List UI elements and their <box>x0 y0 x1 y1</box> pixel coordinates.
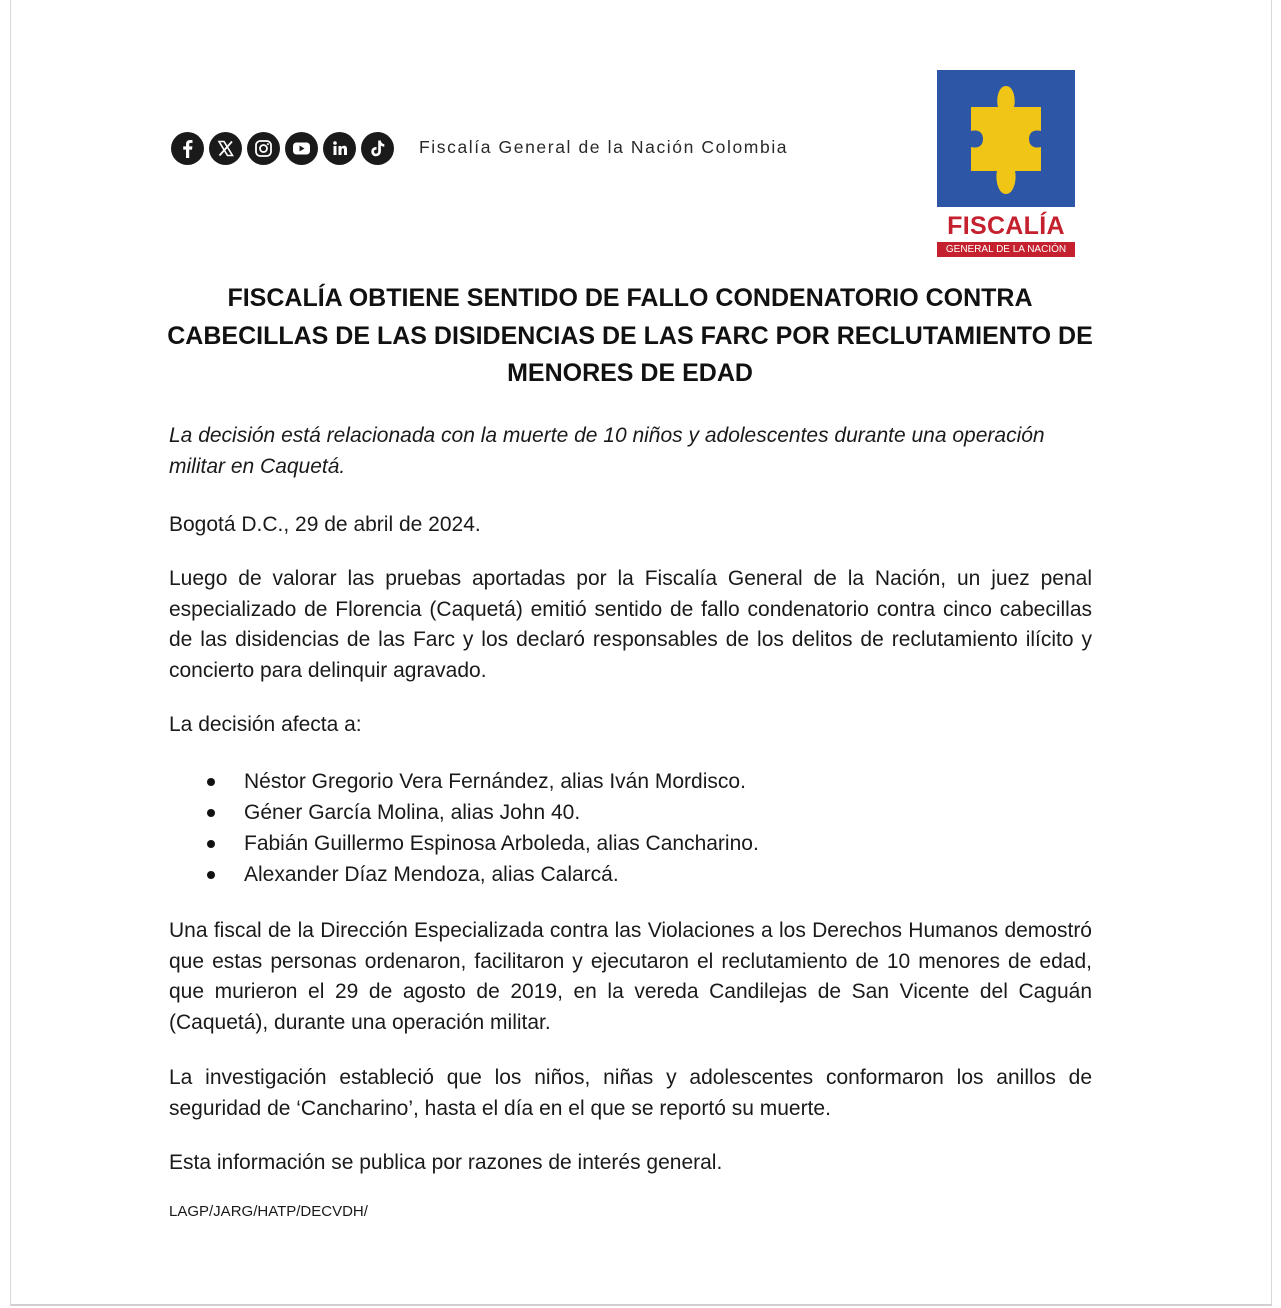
bullet-icon <box>207 809 215 817</box>
list-item-text: Géner García Molina, alias John 40. <box>244 801 581 824</box>
list-item <box>169 859 1092 890</box>
logo-puzzle-square <box>937 70 1075 207</box>
accused-list <box>169 766 1092 890</box>
bullet-icon <box>207 778 215 786</box>
headline: FISCALÍA OBTIENE SENTIDO DE FALLO CONDENATORIO CONTRA CABECILLAS DE LAS DISIDENCIAS DE LAS FARC POR RECLUTAMIENTO DE MENORES DE EDAD <box>167 284 1093 387</box>
bullet-icon <box>207 871 215 879</box>
list-item-text: Fabián Guillermo Espinosa Arboleda, alias Cancharino. <box>244 832 759 855</box>
fiscalia-logo <box>937 70 1075 257</box>
logo-subtitle-band: GENERAL DE LA NACIÓN <box>937 242 1075 257</box>
paragraph-2: Una fiscal de la Dirección Especializada contra las Violaciones a los Derechos Humanos demostró que estas personas ordenaron, facilitaron y ejecutaron el reclutamiento de 10 menores de edad, que murieron el 29 de agosto de 2019, en la vereda Candilejas de San Vicente del Caguán (Caquetá), durante una operación militar. <box>169 919 1092 1034</box>
instagram-icon[interactable] <box>247 132 280 165</box>
list-item-text: Néstor Gregorio Vera Fernández, alias Iván Mordisco. <box>244 770 746 793</box>
organization-name: Fiscalía General de la Nación Colombia <box>419 137 789 157</box>
bullet-icon <box>207 840 215 848</box>
facebook-icon[interactable] <box>171 132 204 165</box>
subtitle: La decisión está relacionada con la muerte de 10 niños y adolescentes durante una operación militar en Caquetá. <box>169 424 1045 478</box>
list-intro: La decisión afecta a: <box>169 713 362 736</box>
social-media-bar <box>171 131 399 165</box>
logo-wordmark: FISCALÍA <box>947 212 1065 240</box>
list-item-text: Alexander Díaz Mendoza, alias Calarcá. <box>244 863 619 886</box>
paragraph-3: La investigación estableció que los niños, niñas y adolescentes conformaron los anillos de seguridad de ‘Cancharino’, hasta el día en el que se reportó su muerte. <box>169 1066 1092 1120</box>
x-icon[interactable] <box>209 132 242 165</box>
list-item <box>169 766 1092 797</box>
puzzle-piece-icon <box>937 70 1075 207</box>
paragraph-1: Luego de valorar las pruebas aportadas por la Fiscalía General de la Nación, un juez penal especializado de Florencia (Caquetá) emitió sentido de fallo condenatorio contra cinco cabecillas de las disidencias de las Farc y los declaró responsables de los delitos de reclutamiento ilícito y concierto para delinquir agravado. <box>169 567 1092 682</box>
dateline: Bogotá D.C., 29 de abril de 2024. <box>169 513 481 536</box>
reference-code: LAGP/JARG/HATP/DECVDH/ <box>169 1203 368 1220</box>
paragraph-4: Esta información se publica por razones de interés general. <box>169 1151 723 1174</box>
youtube-icon[interactable] <box>285 132 318 165</box>
linkedin-icon[interactable] <box>323 132 356 165</box>
list-item <box>169 797 1092 828</box>
tiktok-icon[interactable] <box>361 132 394 165</box>
list-item <box>169 828 1092 859</box>
